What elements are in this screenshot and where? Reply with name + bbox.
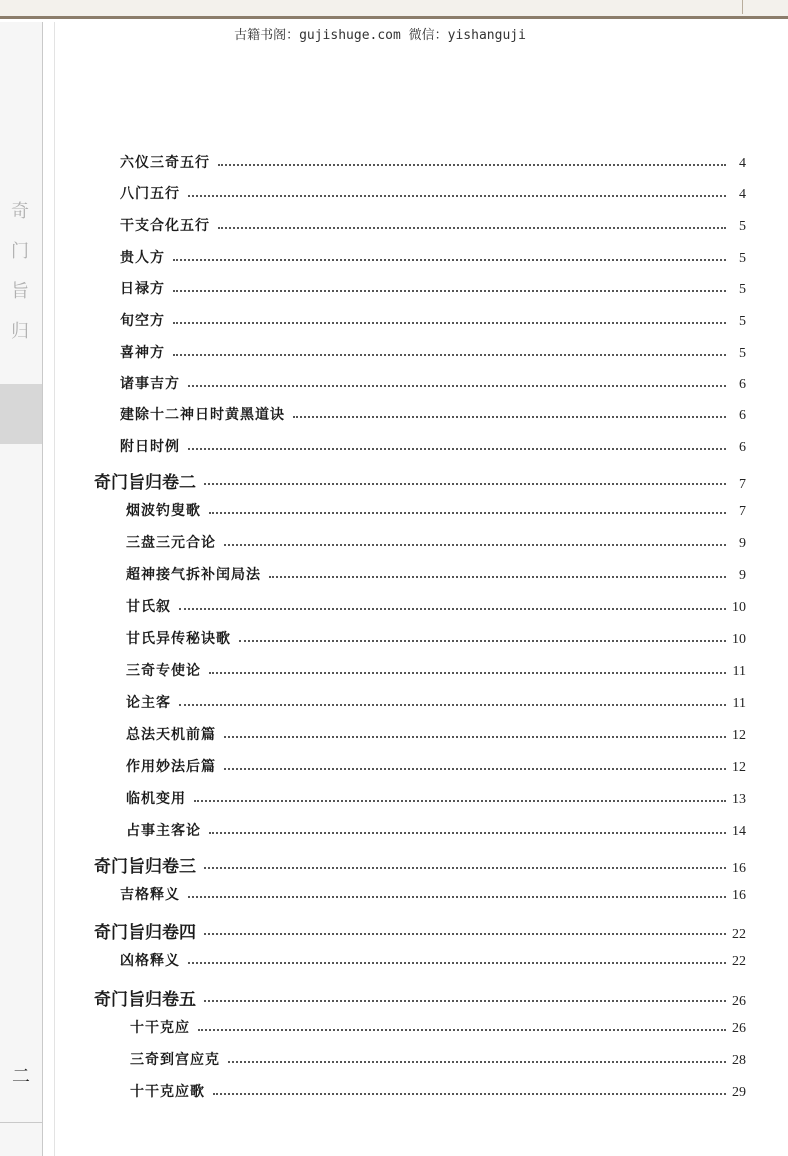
- toc-entry-title: 附日时例: [120, 439, 180, 455]
- toc-entry-page: 5: [739, 346, 746, 361]
- toc-entry-title: 论主客: [126, 695, 171, 711]
- dot-leader: [224, 544, 726, 546]
- toc-entry-title: 建除十二神日时黄黑道诀: [120, 407, 285, 423]
- toc-entry-page: 26: [732, 1021, 746, 1036]
- book-spine: [0, 22, 43, 1156]
- toc-entry-page: 9: [739, 536, 746, 551]
- toc-entry-title: 八门五行: [120, 186, 180, 202]
- toc-entry: [130, 1049, 746, 1069]
- toc-entry-title: 诸事吉方: [120, 376, 180, 392]
- toc-entry-page: 11: [732, 696, 746, 711]
- watermark: 古籍书阁：gujishuge.com 微信：yishanguji: [234, 28, 526, 43]
- page-number: 二: [12, 1066, 30, 1087]
- dot-leader: [218, 227, 726, 229]
- toc-volume-entry: [94, 918, 746, 943]
- spine-title: [6, 192, 34, 352]
- dot-leader: [179, 608, 726, 610]
- toc-entry: [126, 724, 746, 744]
- toc-entry-title: 奇门旨归卷二: [94, 473, 196, 493]
- spine-char: 门: [11, 241, 29, 262]
- toc-entry: [120, 152, 746, 172]
- toc-entry: [126, 756, 746, 776]
- toc-entry-title: 超神接气拆补闰局法: [126, 567, 261, 583]
- spine-char: 归: [11, 321, 29, 342]
- toc-entry-title: 三奇到宫应克: [130, 1052, 220, 1068]
- toc-entry-page: 22: [732, 954, 746, 969]
- toc-entry: [126, 596, 746, 616]
- dot-leader: [204, 1000, 726, 1002]
- toc-entry: [120, 310, 746, 330]
- toc-entry: [126, 660, 746, 680]
- toc-entry-title: 三盘三元合论: [126, 535, 216, 551]
- toc-entry-title: 作用妙法后篇: [126, 759, 216, 775]
- toc-entry-page: 16: [732, 861, 746, 876]
- toc-entry: [120, 247, 746, 267]
- toc-entry: [120, 436, 746, 456]
- dot-leader: [293, 416, 726, 418]
- dot-leader: [239, 640, 726, 642]
- toc-entry: [120, 884, 746, 904]
- toc-entry-title: 奇门旨归卷三: [94, 857, 196, 877]
- toc-entry-title: 十干克应歌: [130, 1084, 205, 1100]
- toc-entry-page: 26: [732, 994, 746, 1009]
- toc-entry-title: 贵人方: [120, 250, 165, 266]
- dot-leader: [188, 385, 726, 387]
- dot-leader: [198, 1029, 726, 1031]
- toc-entry-title: 甘氏叙: [126, 599, 171, 615]
- toc-entry-title: 干支合化五行: [120, 218, 210, 234]
- spine-char: 奇: [11, 201, 29, 222]
- toc-entry: [126, 820, 746, 840]
- dot-leader: [204, 933, 726, 935]
- dot-leader: [213, 1093, 726, 1095]
- dot-leader: [224, 768, 726, 770]
- toc-entry-page: 16: [732, 888, 746, 903]
- toc-entry: [126, 692, 746, 712]
- toc-entry-page: 5: [739, 314, 746, 329]
- toc-entry-title: 凶格释义: [120, 953, 180, 969]
- toc-entry-title: 六仪三奇五行: [120, 155, 210, 171]
- dot-leader: [204, 483, 726, 485]
- toc-entry-page: 4: [739, 187, 746, 202]
- toc-entry-title: 奇门旨归卷四: [94, 923, 196, 943]
- toc-entry-page: 5: [739, 219, 746, 234]
- top-border: [0, 0, 788, 19]
- toc-entry-page: 6: [739, 377, 746, 392]
- dot-leader: [224, 736, 726, 738]
- toc-entry-page: 7: [739, 477, 746, 492]
- toc-entry-page: 5: [739, 282, 746, 297]
- toc-entry: [126, 564, 746, 584]
- toc-entry: [120, 373, 746, 393]
- dot-leader: [188, 448, 726, 450]
- toc-entry-page: 9: [739, 568, 746, 583]
- toc-entry: [126, 500, 746, 520]
- toc-entry: [126, 628, 746, 648]
- toc-entry-page: 14: [732, 824, 746, 839]
- toc-volume-entry: [94, 985, 746, 1010]
- dot-leader: [209, 672, 726, 674]
- toc-entry-title: 占事主客论: [126, 823, 201, 839]
- dot-leader: [218, 164, 726, 166]
- dot-leader: [179, 704, 726, 706]
- toc-entry-page: 4: [739, 156, 746, 171]
- toc-entry: [130, 1081, 746, 1101]
- dot-leader: [269, 576, 726, 578]
- toc-entry-title: 三奇专使论: [126, 663, 201, 679]
- dot-leader: [173, 259, 726, 261]
- dot-leader: [188, 962, 726, 964]
- toc-volume-entry: [94, 852, 746, 877]
- toc-entry-title: 奇门旨归卷五: [94, 990, 196, 1010]
- toc-entry-title: 十干克应: [130, 1020, 190, 1036]
- toc-entry-title: 总法天机前篇: [126, 727, 216, 743]
- toc-entry: [126, 532, 746, 552]
- page-edge-line: [54, 22, 55, 1156]
- top-border-corner: [742, 0, 788, 14]
- toc-entry-page: 10: [732, 632, 746, 647]
- toc-entry: [120, 278, 746, 298]
- toc-entry: [126, 788, 746, 808]
- dot-leader: [188, 896, 726, 898]
- dot-leader: [209, 512, 726, 514]
- toc-entry-title: 吉格释义: [120, 887, 180, 903]
- toc-entry-page: 6: [739, 440, 746, 455]
- toc-entry-title: 烟波钓叟歌: [126, 503, 201, 519]
- toc-entry-title: 临机变用: [126, 791, 186, 807]
- toc-entry: [120, 342, 746, 362]
- toc-entry-page: 7: [739, 504, 746, 519]
- dot-leader: [228, 1061, 726, 1063]
- toc-entry-title: 旬空方: [120, 313, 165, 329]
- spine-divider: [0, 1122, 42, 1123]
- toc-entry: [120, 404, 746, 424]
- toc-entry-page: 28: [732, 1053, 746, 1068]
- toc-entry-page: 29: [732, 1085, 746, 1100]
- spine-char: 旨: [11, 281, 29, 302]
- toc-entry-page: 12: [732, 728, 746, 743]
- dot-leader: [188, 195, 726, 197]
- toc-entry-page: 11: [732, 664, 746, 679]
- dot-leader: [194, 800, 726, 802]
- toc-entry-page: 10: [732, 600, 746, 615]
- toc-entry-title: 甘氏异传秘诀歌: [126, 631, 231, 647]
- toc-entry-page: 22: [732, 927, 746, 942]
- toc-entry: [120, 950, 746, 970]
- dot-leader: [204, 867, 726, 869]
- dot-leader: [173, 322, 726, 324]
- toc-entry-page: 13: [732, 792, 746, 807]
- toc-volume-entry: [94, 468, 746, 493]
- toc-entry-page: 5: [739, 251, 746, 266]
- toc-entry-title: 喜神方: [120, 345, 165, 361]
- dot-leader: [173, 354, 726, 356]
- toc-entry-page: 12: [732, 760, 746, 775]
- toc-entry: [130, 1017, 746, 1037]
- toc-entry-title: 日禄方: [120, 281, 165, 297]
- dot-leader: [209, 832, 726, 834]
- spine-shade-band: [0, 384, 42, 444]
- toc-entry: [120, 215, 746, 235]
- dot-leader: [173, 290, 726, 292]
- toc-entry-page: 6: [739, 408, 746, 423]
- toc-entry: [120, 183, 746, 203]
